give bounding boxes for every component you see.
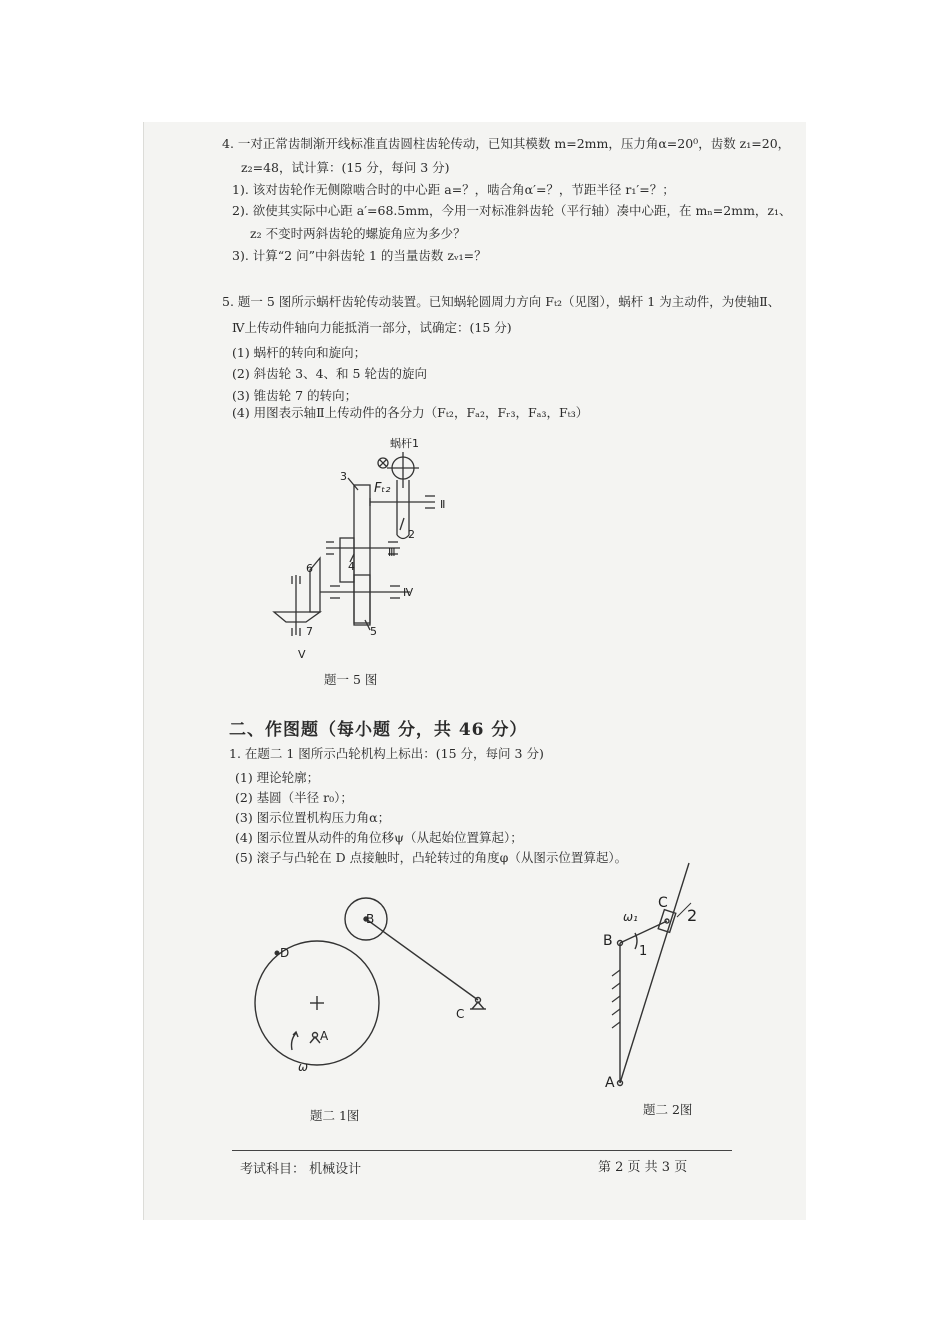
q4-line1: 4. 一对正常齿制渐开线标准直齿圆柱齿轮传动，已知其模数 m=2mm，压力角α=20⁰，齿数 z₁=20， [222,136,791,151]
q5-line6: (4) 用图表示轴Ⅱ上传动件的各分力（Fₜ₂，Fₐ₂，Fᵣ₃，Fₐ₃，Fₜ₃） [232,405,589,420]
figure-1-5 [260,430,480,690]
footer-subject: 考试科目： 机械设计 [240,1162,362,1177]
point-d [275,951,279,955]
caption-1-5: 题一 5 图 [324,672,378,687]
sec2-item3: (3) 图示位置机构压力角α； [235,810,391,825]
label-link-2: 2 [687,906,698,925]
sec2-line1: 1. 在题二 1 图所示凸轮机构上标出：(15 分，每问 3 分) [229,746,544,761]
q5-line5: (3) 锥齿轮 7 的转向； [232,388,358,403]
sec2-item4: (4) 图示位置从动件的角位移ψ（从起始位置算起）； [235,830,523,845]
label-gear-6: 6 [306,562,313,575]
label-b: B [366,912,375,926]
label-a: A [320,1029,329,1043]
follower-arm [366,919,478,1000]
link-2 [620,863,689,1083]
q5-line1: 5. 题一 5 图所示蜗杆齿轮传动装置。已知蜗轮圆周力方向 Fₜ₂（见图），蜗杆 1 为主动件，为使轴Ⅱ、 [222,294,781,309]
footer-rule [232,1150,732,1151]
label-ft2: Fₜ₂ [374,481,391,496]
label-gear-5: 5 [370,625,377,638]
sec2-item5: (5) 滚子与凸轮在 D 点接触时，凸轮转过的角度φ（从图示位置算起）。 [235,850,628,865]
label-shaft-3: Ⅲ [388,546,396,559]
label-link-1: 1 [639,944,648,959]
q4-line5: z₂ 不变时两斜齿轮的螺旋角应为多少？ [250,226,466,241]
q5-line3: (1) 蜗杆的转向和旋向； [232,345,367,360]
label-c: C [456,1007,465,1021]
q4-line3: 1). 该对齿轮作无侧隙啮合时的中心距 a=？，啮合角α′=？，节距半径 r₁′=？； [232,182,675,197]
label-shaft-2: Ⅱ [440,498,446,511]
bevel-gear-7 [274,612,320,622]
label-gear-4: 4 [348,560,355,573]
label-shaft-5: Ⅴ [298,648,306,661]
label-gear-7: 7 [306,625,313,638]
label-shaft-4: Ⅳ [403,586,414,599]
gear-3 [354,485,370,625]
q5-line4: (2) 斜齿轮 3、4、和 5 轮齿的旋向 [232,366,427,381]
label-a2: A [605,1075,615,1091]
label-c2: C [658,895,668,911]
sec2-item2: (2) 基圆（半径 r₀）； [235,790,353,805]
q4-line2: z₂=48，试计算：(15 分，每问 3 分) [241,160,450,175]
caption-2-2: 题二 2图 [643,1102,693,1117]
label-worm: 蜗杆1 [390,437,419,450]
label-gear-3: 3 [340,470,347,483]
omega1-arrow [635,933,637,949]
section-2-title: 二、作图题（每小题 分，共 46 分） [229,720,528,740]
figure-2-2 [595,855,725,1095]
q4-line6: 3). 计算“2 问”中斜齿轮 1 的当量齿数 zᵥ₁=？ [232,248,487,263]
label-b2: B [603,933,613,949]
label-omega: ω [298,1060,309,1074]
q4-line4: 2). 欲使其实际中心距 a′=68.5mm，今用一对标准斜齿轮（平行轴）凑中心距，在 mₙ=2mm，z₁、 [232,203,792,218]
q5-line2: Ⅳ上传动件轴向力能抵消一部分，试确定：(15 分) [232,320,512,335]
label-d: D [280,946,290,960]
rotation-arrow [292,1033,297,1050]
caption-2-1: 题二 1图 [310,1108,360,1123]
figure-2-1 [250,885,500,1095]
sec2-item1: (1) 理论轮廓； [235,770,320,785]
footer-page: 第 2 页 共 3 页 [598,1160,688,1175]
label-gear-2: 2 [408,528,415,541]
label-omega1: ω₁ [623,910,638,924]
